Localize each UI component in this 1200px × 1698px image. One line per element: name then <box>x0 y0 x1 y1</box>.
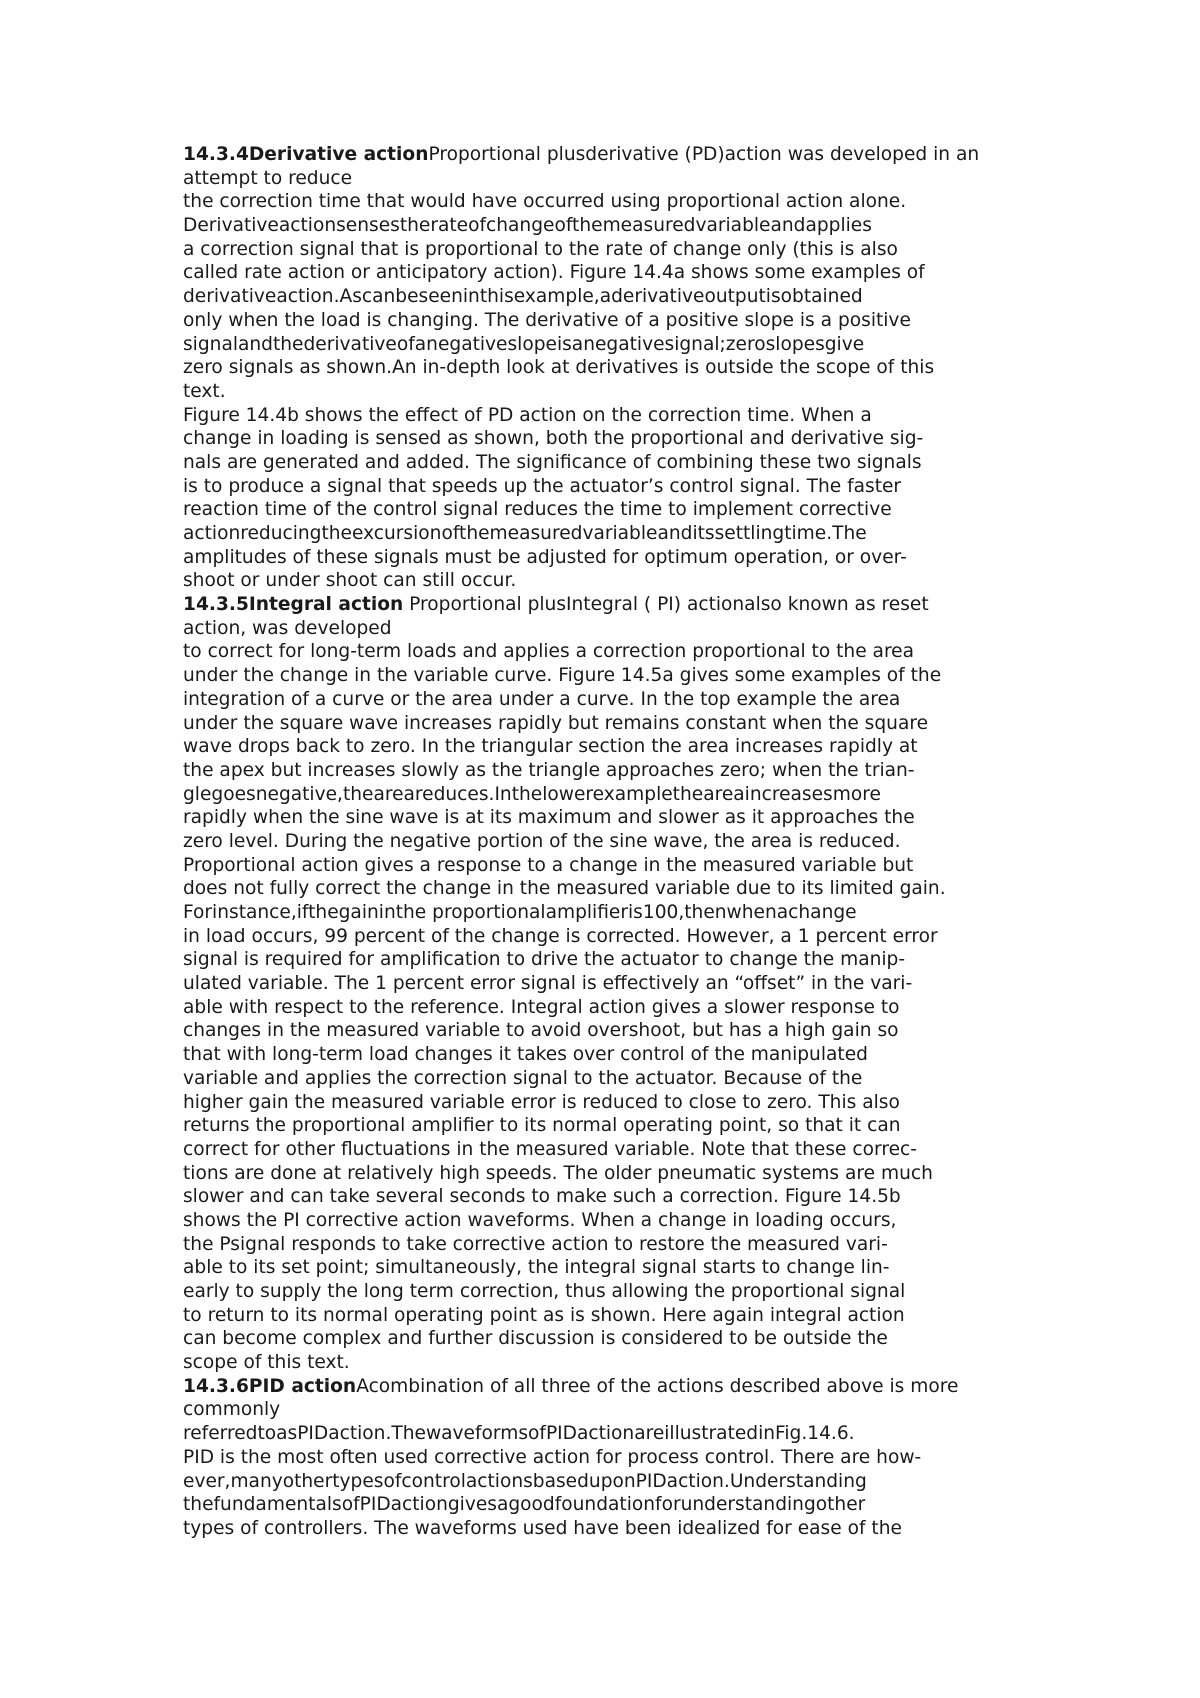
text-line <box>183 404 1063 428</box>
text-line <box>183 759 1063 783</box>
line-text: commonly <box>183 1399 281 1421</box>
line-text: text. <box>183 380 226 402</box>
text-line <box>183 1162 1063 1186</box>
line-text: shows the PI corrective action waveforms. When a change in loading occurs, <box>183 1209 897 1231</box>
text-line <box>183 1517 1063 1541</box>
section-heading: 14.3.4Derivative action <box>183 144 429 165</box>
text-line <box>183 1375 1063 1399</box>
line-text: signalandthederivativeofanegativeslopeisanegativesignal;zeroslopesgive <box>183 333 865 355</box>
text-line <box>183 190 1063 214</box>
line-text: called rate action or anticipatory action). Figure 14.4a shows some examples of <box>183 262 925 284</box>
line-text: does not fully correct the change in the measured variable due to its limited gain. <box>183 878 946 900</box>
line-text: types of controllers. The waveforms used have been idealized for ease of the <box>183 1517 902 1539</box>
text-line <box>183 285 1063 309</box>
text-line <box>183 309 1063 333</box>
text-line <box>183 1493 1063 1517</box>
text-line <box>183 356 1063 380</box>
line-text: thefundamentalsofPIDactiongivesagoodfoundationforunderstandingother <box>183 1494 866 1516</box>
text-line <box>183 901 1063 925</box>
text-line <box>183 1256 1063 1280</box>
text-line <box>183 1209 1063 1233</box>
line-text: the Psignal responds to take corrective action to restore the measured vari- <box>183 1233 888 1255</box>
line-text: slower and can take several seconds to make such a correction. Figure 14.5b <box>183 1186 901 1208</box>
text-line <box>183 1185 1063 1209</box>
line-text: shoot or under shoot can still occur. <box>183 570 517 592</box>
text-line <box>183 1398 1063 1422</box>
line-text: action, was developed <box>183 617 392 639</box>
line-text: Proportional action gives a response to a change in the measured variable but <box>183 854 914 876</box>
text-line <box>183 735 1063 759</box>
text-line <box>183 1138 1063 1162</box>
body-text <box>183 143 1063 1541</box>
line-text: scope of this text. <box>183 1352 350 1374</box>
line-text: wave drops back to zero. In the triangular section the area increases rapidly at <box>183 736 918 758</box>
line-text: Figure 14.4b shows the effect of PD action on the correction time. When a <box>183 404 872 426</box>
line-text: the correction time that would have occurred using proportional action alone. <box>183 191 907 213</box>
text-line <box>183 1351 1063 1375</box>
line-text: able with respect to the reference. Integral action gives a slower response to <box>183 996 900 1018</box>
line-text: to correct for long-term loads and applies a correction proportional to the area <box>183 641 915 663</box>
line-text: in load occurs, 99 percent of the change is corrected. However, a 1 percent error <box>183 925 938 947</box>
line-text: tions are done at relatively high speeds. The older pneumatic systems are much <box>183 1162 933 1184</box>
line-text: referredtoasPIDaction.ThewaveformsofPIDactionareillustratedinFig.14.6. <box>183 1423 855 1445</box>
text-line <box>183 522 1063 546</box>
text-line <box>183 712 1063 736</box>
text-line <box>183 451 1063 475</box>
text-line <box>183 261 1063 285</box>
text-line <box>183 664 1063 688</box>
text-line <box>183 593 1063 617</box>
text-line <box>183 1280 1063 1304</box>
text-line <box>183 925 1063 949</box>
line-text: that with long-term load changes it takes over control of the manipulated <box>183 1044 868 1066</box>
text-line <box>183 214 1063 238</box>
line-text: Derivativeactionsensestherateofchangeofthemeasuredvariableandapplies <box>183 215 872 237</box>
text-line <box>183 1019 1063 1043</box>
line-text: PID is the most often used corrective action for process control. There are how- <box>183 1446 922 1468</box>
line-text: ulated variable. The 1 percent error signal is effectively an “offset” in the vari- <box>183 973 913 995</box>
text-line <box>183 854 1063 878</box>
text-line <box>183 688 1063 712</box>
text-line <box>183 1470 1063 1494</box>
line-text: signal is required for amplification to drive the actuator to change the manip- <box>183 949 906 971</box>
text-line <box>183 640 1063 664</box>
text-line <box>183 1091 1063 1115</box>
line-text: zero signals as shown.An in-depth look at derivatives is outside the scope of this <box>183 357 935 379</box>
text-line <box>183 783 1063 807</box>
section-heading: 14.3.5Integral action <box>183 594 404 616</box>
line-text: nals are generated and added. The significance of combining these two signals <box>183 451 922 473</box>
line-text: under the change in the variable curve. Figure 14.5a gives some examples of the <box>183 665 942 687</box>
text-line <box>183 1233 1063 1257</box>
line-text: early to supply the long term correction, thus allowing the proportional signal <box>183 1281 906 1302</box>
line-text: derivativeaction.Ascanbeseeninthisexample,aderivativeoutputisobtained <box>183 286 863 308</box>
line-text: Proportional plusIntegral ( PI) actionalso known as reset <box>403 594 929 616</box>
line-text: is to produce a signal that speeds up the actuator’s control signal. The faster <box>183 475 902 497</box>
text-line <box>183 1067 1063 1091</box>
line-text: Forinstance,ifthegaininthe proportionalamplifieris100,thenwhenachange <box>183 902 857 923</box>
line-text: higher gain the measured variable error is reduced to close to zero. This also <box>183 1091 900 1113</box>
line-text: attempt to reduce <box>183 167 353 189</box>
text-line <box>183 996 1063 1020</box>
line-text: rapidly when the sine wave is at its maximum and slower as it approaches the <box>183 807 915 829</box>
text-line <box>183 546 1063 570</box>
text-line <box>183 380 1063 404</box>
text-line <box>183 877 1063 901</box>
line-text: the apex but increases slowly as the triangle approaches zero; when the trian- <box>183 759 915 781</box>
text-line <box>183 806 1063 830</box>
text-line <box>183 972 1063 996</box>
text-line <box>183 333 1063 357</box>
line-text: only when the load is changing. The derivative of a positive slope is a positive <box>183 309 911 331</box>
line-text: able to its set point; simultaneously, the integral signal starts to change lin- <box>183 1257 890 1279</box>
text-line <box>183 1043 1063 1067</box>
line-text: zero level. During the negative portion of the sine wave, the area is reduced. <box>183 830 901 852</box>
text-line <box>183 1446 1063 1470</box>
text-line <box>183 1422 1063 1446</box>
line-text: returns the proportional amplifier to its normal operating point, so that it can <box>183 1115 901 1137</box>
line-text: glegoesnegative,theareareduces.Inthelowerexampletheareaincreasesmore <box>183 783 881 805</box>
line-text: Acombination of all three of the actions described above is more <box>356 1375 959 1397</box>
section-heading: 14.3.6PID action <box>183 1375 357 1397</box>
text-line <box>183 1114 1063 1138</box>
text-line <box>183 1304 1063 1328</box>
text-line <box>183 238 1063 262</box>
line-text: under the square wave increases rapidly but remains constant when the square <box>183 712 929 734</box>
text-line <box>183 948 1063 972</box>
line-text: to return to its normal operating point as is shown. Here again integral action <box>183 1304 905 1326</box>
text-line <box>183 427 1063 451</box>
line-text: a correction signal that is proportional to the rate of change only (this is also <box>183 238 898 260</box>
line-text: correct for other fluctuations in the measured variable. Note that these correc- <box>183 1138 917 1160</box>
line-text: can become complex and further discussion is considered to be outside the <box>183 1328 888 1350</box>
line-text: integration of a curve or the area under a curve. In the top example the area <box>183 688 901 710</box>
line-text: actionreducingtheexcursionofthemeasuredvariableanditssettlingtime.The <box>183 523 867 544</box>
text-line <box>183 617 1063 641</box>
line-text: variable and applies the correction signal to the actuator. Because of the <box>183 1067 863 1089</box>
line-text: changes in the measured variable to avoid overshoot, but has a high gain so <box>183 1020 899 1042</box>
line-text: reaction time of the control signal reduces the time to implement corrective <box>183 499 892 521</box>
text-line <box>183 498 1063 522</box>
line-text: Proportional plusderivative (PD)action was developed in an <box>428 144 980 165</box>
text-line <box>183 1327 1063 1351</box>
line-text: ever,manyothertypesofcontrolactionsbaseduponPIDaction.Understanding <box>183 1470 867 1492</box>
text-line <box>183 569 1063 593</box>
line-text: change in loading is sensed as shown, both the proportional and derivative sig- <box>183 428 924 450</box>
text-line <box>183 475 1063 499</box>
text-line <box>183 830 1063 854</box>
line-text: amplitudes of these signals must be adjusted for optimum operation, or over- <box>183 546 907 568</box>
text-line <box>183 143 1063 167</box>
text-line <box>183 167 1063 191</box>
